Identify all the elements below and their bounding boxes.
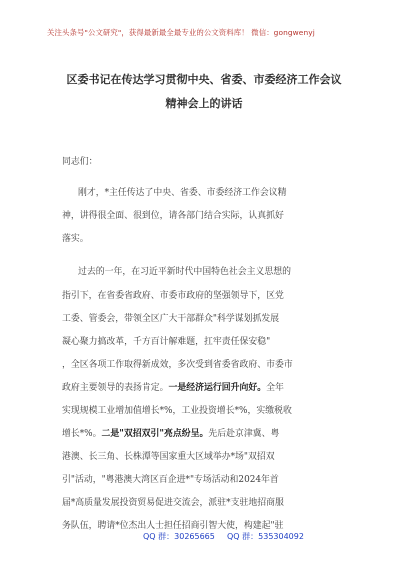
document-title-line-1: 区委书记在传达学习贯彻中央、省委、市委经济工作会议: [66, 73, 342, 86]
emphasis-economy: 一是经济运行回升向好。: [168, 383, 267, 393]
footer-qq-group-1: QQ 群：30265665: [143, 532, 215, 541]
paragraph-2-line-2: 指引下，在省委省政府、市委市政府的坚强领导下，区党: [62, 291, 284, 301]
paragraph-2-line-7: 实现规模工业增加值增长*%，工业投资增长*%，实缴税收: [62, 406, 292, 416]
paragraph-2-line-6: [62, 381, 348, 395]
footer-qq-group-2: QQ 群：535304092: [227, 532, 304, 541]
paragraph-2-line-4: 凝心聚力搞改革，千方百计解难题，扛牢责任保安稳": [62, 337, 271, 347]
emphasis-investment: 二是"双招双引"亮点纷呈。: [101, 429, 209, 439]
paragraph-2-line-9: 港澳、长三角、长株潭等国家重大区域举办*场"双招双: [62, 452, 275, 462]
salutation: 同志们：: [62, 157, 98, 167]
paragraph-2-line-8-text: 增长*%。: [62, 429, 102, 439]
paragraph-1-line-1: 刚才，*主任传达了中央、省委、市委经济工作会议精: [78, 188, 287, 198]
emphasis-investment-suffix: 先后赴京津冀、粤: [208, 429, 280, 439]
header-banner: 关注头条号"公文研究"，获得最新最全最专业的公文资料库！ 微信：gongwenyj: [47, 28, 315, 37]
paragraph-2-line-1: 过去的一年，在习近平新时代中国特色社会主义思想的: [78, 267, 291, 277]
paragraph-2-line-11: 届*高质量发展投资贸易促进交流会，派驻*支驻地招商服: [62, 498, 284, 508]
paragraph-2-line-3: 工委、管委会，带领全区广大干部群众"科学谋划抓发展: [62, 314, 280, 324]
paragraph-2-line-12: 务队伍，聘请*位杰出人士担任招商引智大使，构建起"驻: [62, 521, 284, 531]
paragraph-1-line-3: 落实。: [62, 234, 89, 244]
footer: [0, 530, 408, 544]
emphasis-economy-suffix: 全年: [266, 383, 284, 393]
paragraph-2-line-5: ，全区各项工作取得新成效，多次受到省委省政府、市委市: [62, 360, 293, 370]
paragraph-2-line-8: [62, 427, 348, 441]
paragraph-1-line-2: 神，讲得很全面、很到位，请各部门结合实际，认真抓好: [62, 211, 284, 221]
paragraph-2-line-10: 引"活动，"粤港澳大湾区百企进*"专场活动和2024年首: [62, 475, 279, 485]
document-title-line-2: 精神会上的讲话: [165, 97, 243, 110]
paragraph-2-line-6-text: 政府主要领导的表扬肯定。: [62, 383, 169, 393]
